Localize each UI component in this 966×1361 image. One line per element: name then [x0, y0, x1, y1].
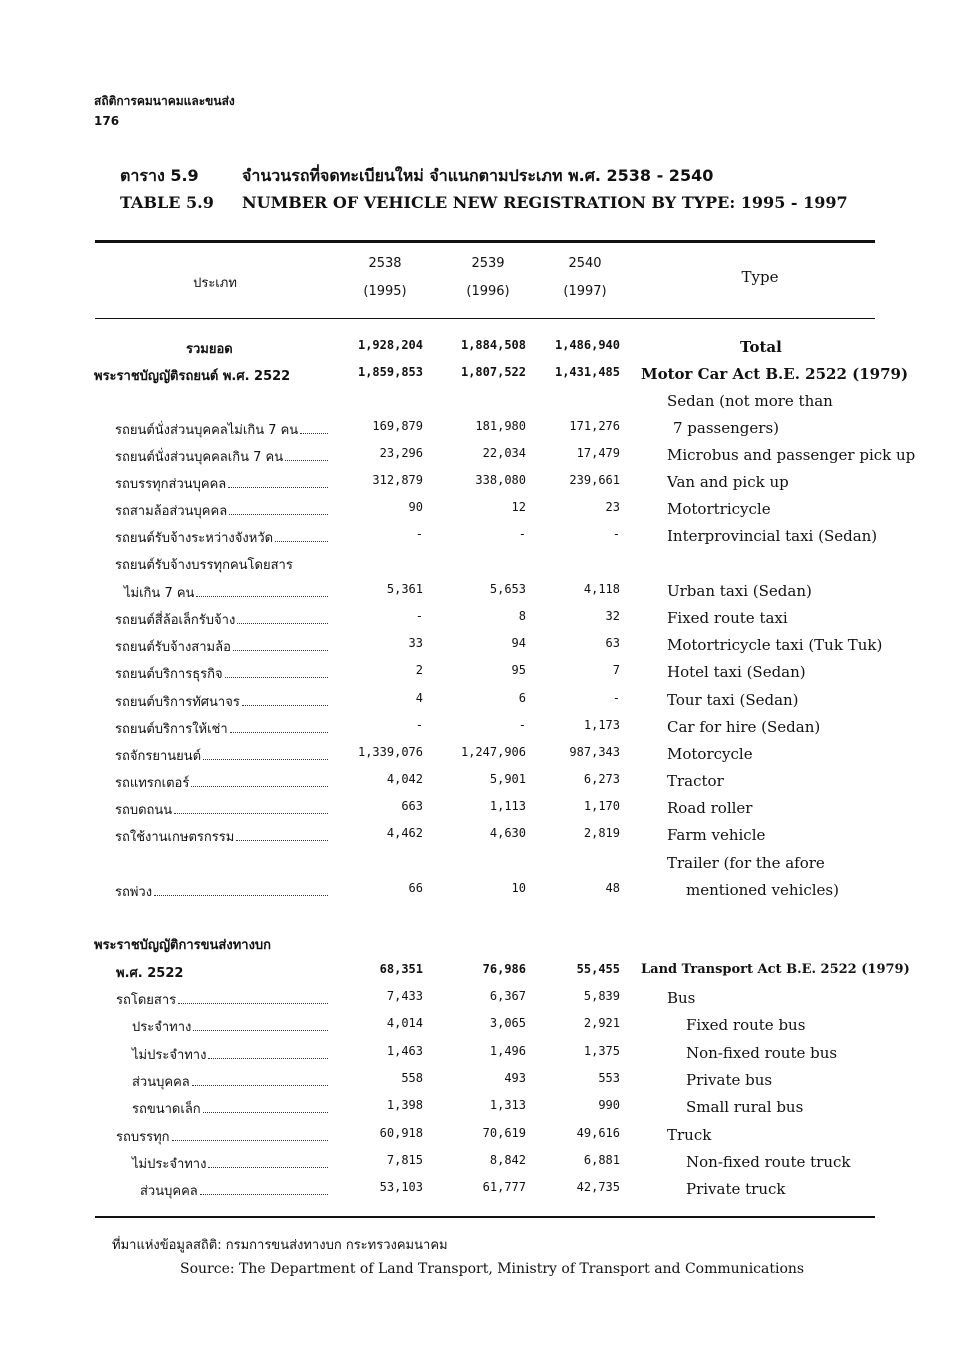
table-row — [0, 1069, 966, 1093]
dot-leader — [236, 826, 328, 841]
cell-value: 49,616 — [576, 1126, 620, 1140]
table-row — [0, 987, 966, 1011]
table-header-rule — [95, 318, 875, 319]
table-row — [0, 417, 966, 441]
table-row — [0, 770, 966, 794]
cell-value: 5,653 — [489, 582, 526, 596]
dot-leader — [154, 881, 328, 896]
cell-value: 5,361 — [386, 582, 423, 596]
cell-value: 181,980 — [475, 419, 526, 433]
cell-value: 1,170 — [583, 799, 620, 813]
dot-leader — [192, 1071, 328, 1086]
cell-value: 553 — [598, 1071, 620, 1085]
row-label-english: Farm vehicle — [667, 826, 766, 844]
row-label-thai: รถสามล้อส่วนบุคคล — [115, 504, 228, 519]
cell-value: 990 — [598, 1098, 620, 1112]
row-label-thai: รวมยอด — [186, 342, 233, 357]
row-label-thai: รถบดถนน — [115, 803, 173, 818]
table-row — [0, 390, 966, 414]
cell-value: 6 — [518, 691, 526, 705]
cell-value: 1,313 — [489, 1098, 526, 1112]
row-label-english: Total — [740, 338, 782, 356]
dot-leader — [174, 799, 328, 814]
row-label-english: Truck — [667, 1126, 712, 1144]
row-label-english: Fixed route taxi — [667, 609, 788, 627]
dot-leader — [228, 473, 328, 488]
dot-leader — [237, 609, 328, 624]
cell-value: 3,065 — [489, 1016, 526, 1030]
row-label-english: Car for hire (Sedan) — [667, 718, 821, 736]
row-label-thai: รถยนต์รับจ้างสามล้อ — [115, 640, 231, 655]
table-caption-english: NUMBER OF VEHICLE NEW REGISTRATION BY TYPE: 1995 - 1997 — [242, 193, 848, 212]
cell-value: 23,296 — [379, 446, 423, 460]
row-label-thai: รถยนต์บริการให้เช่า — [115, 722, 228, 737]
dot-leader — [172, 1126, 328, 1141]
table-row — [0, 879, 966, 903]
cell-value: 239,661 — [569, 473, 620, 487]
cell-value: 493 — [504, 1071, 526, 1085]
row-label-english: Hotel taxi (Sedan) — [667, 663, 806, 681]
cell-value: 68,351 — [379, 962, 423, 976]
cell-value: - — [612, 691, 620, 705]
cell-value: 66 — [408, 881, 423, 895]
table-row — [0, 824, 966, 848]
row-label-english: Interprovincial taxi (Sedan) — [667, 527, 878, 545]
row-label-english: Sedan (not more than — [667, 392, 833, 410]
row-label-thai: ส่วนบุคคล — [132, 1075, 190, 1090]
column-header-2540: 2540 — [568, 256, 602, 271]
cell-value: 558 — [401, 1071, 423, 1085]
cell-value: 2,921 — [583, 1016, 620, 1030]
column-header-1997: (1997) — [563, 284, 607, 299]
cell-value: 2 — [415, 663, 423, 677]
cell-value: 4,042 — [386, 772, 423, 786]
row-label-thai: รถยนต์นั่งส่วนบุคคลเกิน 7 คน — [115, 450, 284, 465]
dot-leader — [191, 772, 328, 787]
cell-value: 987,343 — [569, 745, 620, 759]
dot-leader — [275, 527, 328, 542]
table-row — [0, 1096, 966, 1120]
cell-value: 1,486,940 — [554, 338, 620, 352]
table-label-english: TABLE 5.9 — [120, 193, 214, 212]
dot-leader — [193, 1016, 328, 1031]
row-label-english: Road roller — [667, 799, 753, 817]
row-label-english: Bus — [667, 989, 696, 1007]
dot-leader — [208, 1153, 328, 1168]
cell-value: - — [415, 718, 423, 732]
row-label-english: Non-fixed route bus — [686, 1044, 838, 1062]
table-row — [0, 1151, 966, 1175]
cell-value: 171,276 — [569, 419, 620, 433]
table-top-rule — [95, 240, 875, 243]
cell-value: 53,103 — [379, 1180, 423, 1194]
row-label-thai: ไม่ประจำทาง — [132, 1157, 207, 1172]
table-row — [0, 552, 966, 576]
cell-value: 1,398 — [386, 1098, 423, 1112]
row-label-thai: พระราชบัญญัติการขนส่งทางบก — [94, 938, 272, 953]
column-header-1995: (1995) — [363, 284, 407, 299]
source-note-english: Source: The Department of Land Transport, Ministry of Transport and Communications — [180, 1261, 805, 1277]
cell-value: 1,431,485 — [554, 365, 620, 379]
cell-value: 42,735 — [576, 1180, 620, 1194]
source-note-thai: ที่มาแห่งข้อมูลสถิติ: กรมการขนส่งทางบก กระทรวงคมนาคม — [112, 1238, 448, 1253]
cell-value: 95 — [511, 663, 526, 677]
table-row — [0, 689, 966, 713]
row-label-english: Private bus — [686, 1071, 773, 1089]
cell-value: 48 — [605, 881, 620, 895]
dot-leader — [200, 1180, 328, 1195]
row-label-thai: รถใช้งานเกษตรกรรม — [115, 830, 235, 845]
row-label-english: Motorcycle — [667, 745, 753, 763]
cell-value: 1,247,906 — [460, 745, 526, 759]
row-label-thai: รถแทรกเตอร์ — [115, 776, 190, 791]
cell-value: 1,928,204 — [357, 338, 423, 352]
row-label-thai: พ.ศ. 2522 — [116, 966, 184, 981]
dot-leader — [203, 1098, 328, 1113]
row-label-english: Tour taxi (Sedan) — [667, 691, 799, 709]
row-label-thai: รถยนต์บริการทัศนาจร — [115, 695, 240, 710]
row-label-english: Tractor — [667, 772, 724, 790]
cell-value: 90 — [408, 500, 423, 514]
table-title-thai — [120, 164, 713, 189]
row-label-thai: รถยนต์รับจ้างระหว่างจังหวัด — [115, 531, 274, 546]
table-row — [0, 444, 966, 468]
row-label-thai: พระราชบัญญัติรถยนต์ พ.ศ. 2522 — [94, 369, 291, 384]
row-label-english: Motor Car Act B.E. 2522 (1979) — [641, 365, 909, 383]
table-row — [0, 932, 966, 956]
cell-value: - — [415, 609, 423, 623]
table-row — [0, 797, 966, 821]
cell-value: 6,273 — [583, 772, 620, 786]
cell-value: 60,918 — [379, 1126, 423, 1140]
cell-value: 76,986 — [482, 962, 526, 976]
table-row — [0, 716, 966, 740]
page-number: 176 — [94, 114, 120, 128]
cell-value: 1,113 — [489, 799, 526, 813]
cell-value: 1,463 — [386, 1044, 423, 1058]
table-row — [0, 960, 966, 984]
cell-value: 4 — [415, 691, 423, 705]
table-row — [0, 607, 966, 631]
cell-value: 1,339,076 — [357, 745, 423, 759]
cell-value: 338,080 — [475, 473, 526, 487]
cell-value: 23 — [605, 500, 620, 514]
column-header-2538: 2538 — [368, 256, 402, 271]
cell-value: 1,496 — [489, 1044, 526, 1058]
row-label-english: Urban taxi (Sedan) — [667, 582, 812, 600]
table-label-thai: ตาราง 5.9 — [120, 166, 199, 185]
cell-value: 4,630 — [489, 826, 526, 840]
row-label-english: Fixed route bus — [686, 1016, 806, 1034]
column-header-type-thai: ประเภท — [193, 276, 237, 291]
table-row — [0, 1042, 966, 1066]
table-title-english — [120, 193, 848, 212]
row-label-thai: รถพ่วง — [115, 885, 153, 900]
row-label-thai: รถยนต์นั่งส่วนบุคคลไม่เกิน 7 คน — [115, 423, 299, 438]
row-label-thai: รถโดยสาร — [116, 993, 177, 1008]
dot-leader — [203, 745, 328, 760]
cell-value: 55,455 — [576, 962, 620, 976]
cell-value: 61,777 — [482, 1180, 526, 1194]
table-row — [0, 1014, 966, 1038]
cell-value: 12 — [511, 500, 526, 514]
row-label-thai: ประจำทาง — [132, 1020, 192, 1035]
row-label-thai: รถยนต์รับจ้างบรรทุกคนโดยสาร — [115, 558, 293, 573]
dot-leader — [208, 1044, 328, 1059]
row-label-english: Motortricycle — [667, 500, 771, 518]
cell-value: - — [518, 527, 526, 541]
cell-value: - — [518, 718, 526, 732]
cell-value: 17,479 — [576, 446, 620, 460]
row-label-english: Land Transport Act B.E. 2522 (1979) — [641, 962, 910, 977]
cell-value: 4,014 — [386, 1016, 423, 1030]
dot-leader — [229, 500, 328, 515]
dot-leader — [230, 718, 328, 733]
row-label-thai: รถยนต์สี่ล้อเล็กรับจ้าง — [115, 613, 236, 628]
row-label-thai: รถบรรทุกส่วนบุคคล — [115, 477, 227, 492]
cell-value: 1,807,522 — [460, 365, 526, 379]
row-label-english: Small rural bus — [686, 1098, 804, 1116]
row-label-english: 7 passengers) — [673, 419, 779, 437]
column-header-type-english: Type — [741, 268, 779, 286]
column-header-1996: (1996) — [466, 284, 510, 299]
table-caption-thai: จำนวนรถที่จดทะเบียนใหม่ จำแนกตามประเภท พ.ศ. 2538 - 2540 — [242, 166, 714, 185]
cell-value: - — [612, 527, 620, 541]
cell-value: 6,367 — [489, 989, 526, 1003]
cell-value: 7 — [612, 663, 620, 677]
table-row — [0, 1178, 966, 1202]
row-label-english: mentioned vehicles) — [686, 881, 839, 899]
cell-value: 22,034 — [482, 446, 526, 460]
dot-leader — [242, 691, 328, 706]
cell-value: 1,375 — [583, 1044, 620, 1058]
cell-value: 6,881 — [583, 1153, 620, 1167]
row-label-english: Microbus and passenger pick up — [667, 446, 916, 464]
table-row — [0, 336, 966, 360]
table-row — [0, 1124, 966, 1148]
row-label-thai: รถขนาดเล็ก — [132, 1102, 201, 1117]
table-row — [0, 525, 966, 549]
column-header-2539: 2539 — [471, 256, 505, 271]
cell-value: 2,819 — [583, 826, 620, 840]
cell-value: 33 — [408, 636, 423, 650]
row-label-english: Van and pick up — [667, 473, 789, 491]
row-label-thai: ส่วนบุคคล — [140, 1184, 198, 1199]
dot-leader — [285, 446, 328, 461]
row-label-thai: ไม่เกิน 7 คน — [124, 586, 195, 601]
table-bottom-rule — [95, 1216, 875, 1218]
cell-value: 1,884,508 — [460, 338, 526, 352]
cell-value: 4,118 — [583, 582, 620, 596]
table-row — [0, 743, 966, 767]
dot-leader — [233, 636, 328, 651]
table-row — [0, 661, 966, 685]
cell-value: 70,619 — [482, 1126, 526, 1140]
cell-value: 8 — [518, 609, 526, 623]
cell-value: 5,839 — [583, 989, 620, 1003]
cell-value: 1,859,853 — [357, 365, 423, 379]
row-label-thai: รถยนต์บริการธุรกิจ — [115, 667, 223, 682]
cell-value: 7,433 — [386, 989, 423, 1003]
cell-value: 63 — [605, 636, 620, 650]
table-row — [0, 471, 966, 495]
cell-value: 312,879 — [372, 473, 423, 487]
cell-value: - — [415, 527, 423, 541]
cell-value: 7,815 — [386, 1153, 423, 1167]
dot-leader — [196, 582, 328, 597]
cell-value: 5,901 — [489, 772, 526, 786]
cell-value: 4,462 — [386, 826, 423, 840]
cell-value: 10 — [511, 881, 526, 895]
cell-value: 1,173 — [583, 718, 620, 732]
book-title: สถิติการคมนาคมและขนส่ง — [94, 94, 235, 108]
row-label-english: Private truck — [686, 1180, 786, 1198]
row-label-english: Non-fixed route truck — [686, 1153, 851, 1171]
row-label-english: Motortricycle taxi (Tuk Tuk) — [667, 636, 883, 654]
cell-value: 94 — [511, 636, 526, 650]
table-row — [0, 852, 966, 876]
cell-value: 8,842 — [489, 1153, 526, 1167]
cell-value: 169,879 — [372, 419, 423, 433]
table-row — [0, 580, 966, 604]
dot-leader — [225, 663, 328, 678]
row-label-english: Trailer (for the afore — [667, 854, 825, 872]
dot-leader — [178, 989, 328, 1004]
table-row — [0, 498, 966, 522]
table-row — [0, 363, 966, 387]
row-label-thai: รถบรรทุก — [116, 1130, 170, 1145]
cell-value: 663 — [401, 799, 423, 813]
row-label-thai: ไม่ประจำทาง — [132, 1048, 207, 1063]
cell-value: 32 — [605, 609, 620, 623]
table-row — [0, 634, 966, 658]
row-label-thai: รถจักรยานยนต์ — [115, 749, 202, 764]
